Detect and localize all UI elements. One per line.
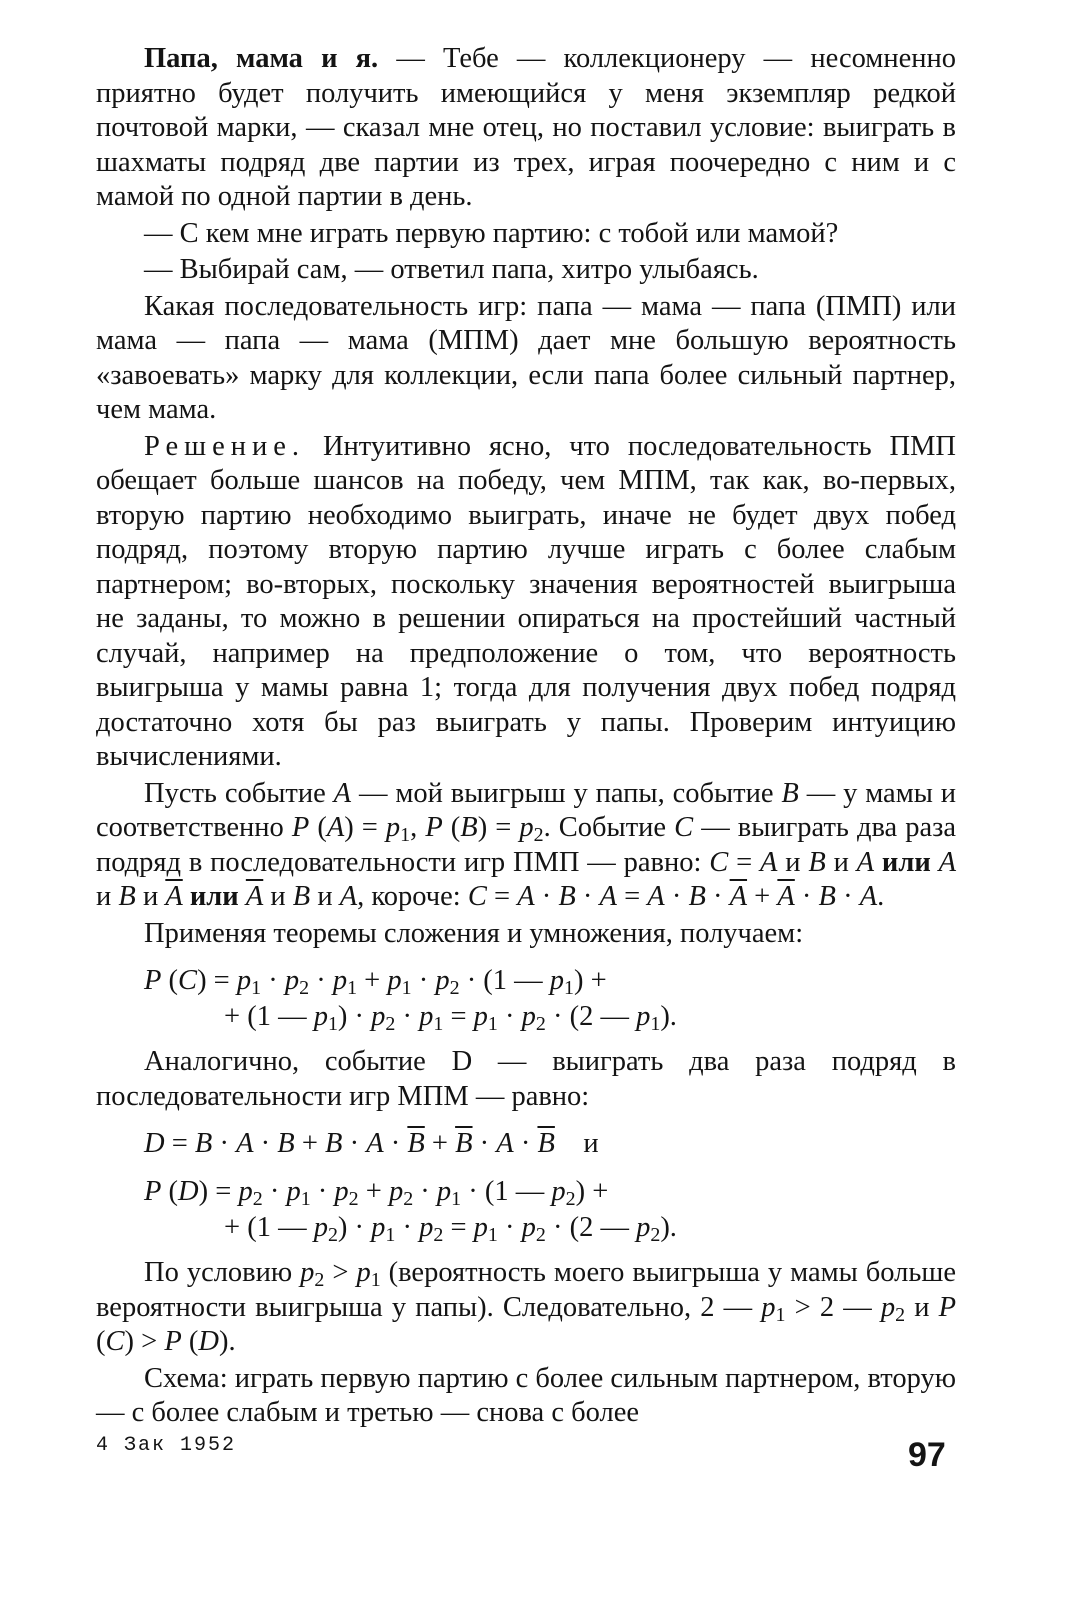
solution-paragraph <box>96 430 956 775</box>
section-title: Папа, мама и я. <box>144 43 379 74</box>
analog-paragraph: Аналогично, событие D — выиграть два раза подряд в последовательности игр МПМ — равно: <box>96 1046 956 1112</box>
page-number: 97 <box>908 1436 946 1474</box>
paragraph-text: Интуитивно ясно, что последовательность ПМП обещает больше шансов на победу, чем МПМ, так как, во-первых, вторую партию необходимо выиграть, иначе не будет двух побед подряд, поэтому вторую партию лучше играть с более слабым партнером; во-вторых, поскольку значения вероятностей выигрыша не заданы, то можно в решении опираться на простейший частный случай, например на предположение о том, что вероятность выигрыша у мамы равна 1; тогда для получения двух побед подряд достаточно хотя бы раз выиграть у папы. Проверим интуицию вычислениями. <box>96 430 957 772</box>
condition-paragraph: По условию $p_2 > p_1$ (вероятность моего выигрыша у мамы больше вероятности выигрыша у папы). Следовательно, 2 — $p_1 > 2$ — $p_2$ и P (C) > P (D). <box>96 1257 957 1357</box>
scheme-paragraph: Схема: играть первую партию с более сильным партнером, вторую — с более слабым и третью — снова с более <box>96 1362 956 1428</box>
dialog-line: — С кем мне играть первую партию: с тобой или мамой? <box>144 217 839 249</box>
printer-signature: 4 Зак 1952 <box>96 1434 237 1457</box>
formula-pd: P $(D) = p_2 \cdot p_1 \cdot p_2 + p_2 \cdot p_1 \cdot (1$ — $p_2$) + + (1 — $p_2) \cdot p_1 \cdot p_2 = p_1 \cdot p_2 \cdot (2$ — $p_2$). <box>144 1176 677 1246</box>
question-paragraph: Какая последовательность игр: папа — мама — папа (ПМП) или мама — папа — мама (МПМ) дает мне большую вероятность «завоевать» марку для коллекции, если папа более сильный партнер, чем мама. <box>96 290 956 425</box>
dialog-line: — Выбирай сам, — ответил папа, хитро улыбаясь. <box>144 254 759 285</box>
solution-label: Решение. <box>144 430 305 462</box>
events-paragraph: Пусть событие A — мой выигрыш у папы, событие B — у мамы и соответственно P $(A) = p_1$, P $(B) = p_2$. Событие C — выиграть два раза подряд в последовательности игр ПМП — равно: C = A и B и A или A и B и $\overline{A}$ или $\overline{A}$ и B и A, короче: $C = A \cdot B \cdot A = A \cdot B \cdot \overline{A} + \overline{A} \cdot B \cdot A$. <box>96 777 957 912</box>
formula-d: $D = B \cdot A \cdot B + B \cdot A \cdot \overline{B} + \overline{B} \cdot A \cdot \overline{B}$ и <box>144 1128 599 1159</box>
formula-pc: P $(C) = p_1 \cdot p_2 \cdot p_1 + p_1 \cdot p_2 \cdot (1$ — $p_1$) + + (1 — $p_1) \cdot p_2 \cdot p_1 = p_1 \cdot p_2 \cdot (2$ — $p_1$). <box>144 965 677 1035</box>
paragraph-text: — Тебе — коллекционеру — несомненно приятно будет получить имеющийся у меня экземпляр редкой почтовой марки, — сказал мне отец, но поставил условие: выиграть в шахматы подряд две партии из трех, играя поочередно с ним и с мамой по одной партии в день. <box>96 43 956 212</box>
paragraph-intro <box>96 42 956 215</box>
main-text <box>96 42 956 1433</box>
theorem-paragraph: Применяя теоремы сложения и умножения, получаем: <box>144 917 804 949</box>
